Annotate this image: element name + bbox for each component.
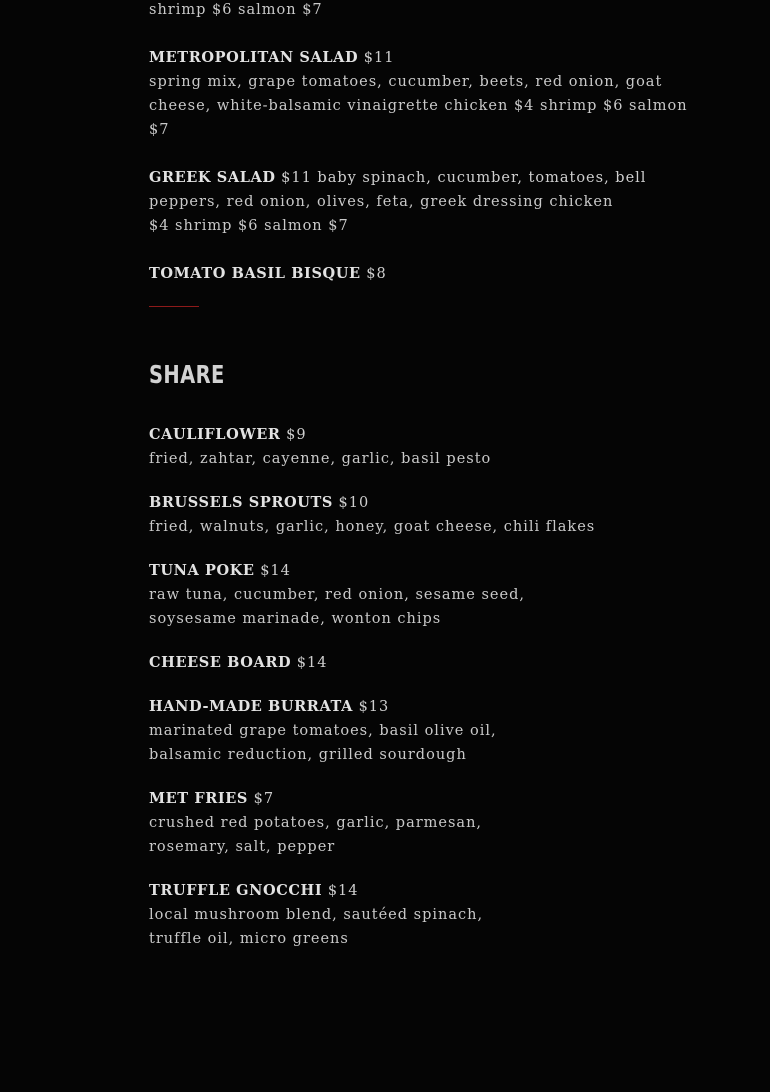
menu-item-desc-line: crushed red potatoes, garlic, parmesan,	[149, 815, 483, 831]
menu-item-desc-line: fried, walnuts, garlic, honey, goat cheese, chili flakes	[149, 519, 596, 535]
menu-item-desc-line: shrimp $6 salmon $7	[149, 2, 323, 18]
menu-item-desc-line: $4 shrimp $6 salmon $7	[149, 218, 349, 234]
menu-item-name: CAULIFLOWER	[149, 426, 281, 443]
menu-item-desc-line: peppers, red onion, olives, feta, greek dressing chicken	[149, 194, 614, 210]
menu-item-tomato-basil-bisque	[149, 262, 639, 286]
menu-item-cauliflower	[149, 423, 639, 447]
section-divider	[149, 306, 199, 307]
menu-item-truffle-gnocchi	[149, 879, 639, 903]
menu-item-price: $7	[253, 791, 275, 807]
menu-item-name: BRUSSELS SPROUTS	[149, 494, 333, 511]
menu-item-desc-line: marinated grape tomatoes, basil olive oil,	[149, 723, 497, 739]
menu-item-desc-line: truffle oil, micro greens	[149, 931, 349, 947]
menu-item-name: METROPOLITAN SALAD	[149, 49, 359, 66]
menu-item-name: TUNA POKE	[149, 562, 255, 579]
menu-item-brussels-sprouts	[149, 491, 639, 515]
menu-item-metropolitan-salad	[149, 46, 639, 70]
menu-item-price: $10	[338, 495, 370, 511]
menu-item-name: TRUFFLE GNOCCHI	[149, 882, 323, 899]
menu-item-desc-line: cheese, white-balsamic vinaigrette chicken $4 shrimp $6 salmon	[149, 98, 688, 114]
menu-item-price: $14	[327, 883, 359, 899]
menu-item-name: HAND-MADE BURRATA	[149, 698, 353, 715]
menu-item-desc-line: balsamic reduction, grilled sourdough	[149, 747, 467, 763]
menu-item-desc-line: spring mix, grape tomatoes, cucumber, beets, red onion, goat	[149, 74, 663, 90]
section-title-share: SHARE	[149, 360, 225, 389]
menu-item-name: MET FRIES	[149, 790, 248, 807]
menu-item-name: GREEK SALAD	[149, 169, 276, 186]
menu-item-name: CHEESE BOARD	[149, 654, 292, 671]
menu-item-desc-line: local mushroom blend, sautéed spinach,	[149, 907, 484, 923]
menu-item-price: $9	[286, 427, 307, 443]
menu-item-met-fries	[149, 787, 639, 811]
menu-item-desc-line: fried, zahtar, cayenne, garlic, basil pesto	[149, 451, 492, 467]
menu-item-hand-made-burrata	[149, 695, 639, 719]
menu-item-greek-salad	[149, 166, 647, 190]
menu-item-price: $14	[260, 563, 291, 579]
menu-item-desc-line: $7	[149, 122, 170, 138]
menu-item-desc-line: rosemary, salt, pepper	[149, 839, 336, 855]
menu-item-desc-line: soysesame marinade, wonton chips	[149, 611, 442, 627]
menu-item-price: $8	[366, 266, 387, 282]
menu-item-desc-line: raw tuna, cucumber, red onion, sesame seed,	[149, 587, 525, 603]
menu-item-cheese-board	[149, 651, 639, 675]
menu-item-price: $14	[296, 655, 328, 671]
menu-item-price: $13	[358, 699, 390, 715]
menu-item-name: TOMATO BASIL BISQUE	[149, 265, 361, 282]
menu-item-price-desc: $11 baby spinach, cucumber, tomatoes, bell	[281, 170, 647, 186]
menu-item-tuna-poke	[149, 559, 639, 583]
menu-item-price: $11	[363, 50, 395, 66]
